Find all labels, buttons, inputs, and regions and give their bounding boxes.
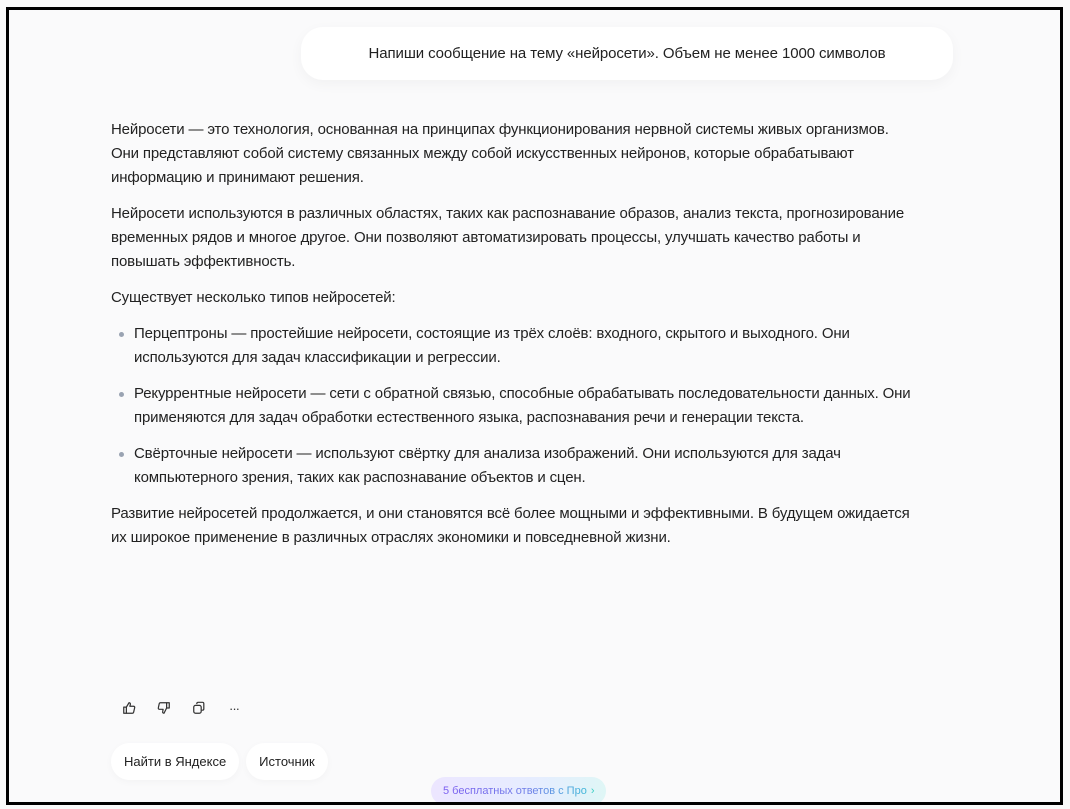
answer-paragraph: Существует несколько типов нейросетей:	[111, 289, 396, 306]
bullet-icon	[119, 452, 124, 457]
list-item-text: Рекуррентные нейросети — сети с обратной связью, способные обрабатывать последовательности данных. Они применяются для задач обработки естественного языка, распознавания речи и генерации текста.	[134, 385, 911, 426]
user-message-text: Напиши сообщение на тему «нейросети». Объем не менее 1000 символов	[368, 45, 886, 62]
bullet-icon	[119, 392, 124, 397]
list-item-text: Перцептроны — простейшие нейросети, состоящие из трёх слоёв: входного, скрытого и выходного. Они используются для задач классификации и регрессии.	[134, 325, 850, 366]
more-button[interactable]	[226, 700, 242, 716]
thumbs-up-icon	[122, 701, 136, 715]
list-item	[111, 382, 911, 430]
list-item-text: Свёрточные нейросети — используют свёртку для анализа изображений. Они используются для задач компьютерного зрения, таких как распознавание объектов и сцен.	[134, 445, 841, 486]
answer-paragraph: Нейросети — это технология, основанная на принципах функционирования нервной системы живых организмов. Они представляют собой систему связанных между собой искусственных нейронов, которые обрабатывают информацию и принимают решения.	[111, 121, 889, 186]
dislike-button[interactable]	[156, 700, 172, 716]
promo-label: 5 бесплатных ответов с Про	[443, 785, 587, 797]
pro-promo-button[interactable]	[431, 777, 606, 805]
assistant-answer	[111, 118, 911, 562]
source-button[interactable]	[246, 743, 328, 780]
user-message-bubble	[301, 27, 953, 80]
source-label: Источник	[259, 754, 315, 769]
search-yandex-button[interactable]	[111, 743, 239, 780]
thumbs-down-icon	[157, 701, 171, 715]
answer-conclusion: Развитие нейросетей продолжается, и они становятся всё более мощными и эффективными. В будущем ожидается их широкое применение в различных отраслях экономики и повседневной жизни.	[111, 505, 910, 546]
answer-actions	[121, 700, 242, 716]
like-button[interactable]	[121, 700, 137, 716]
list-item	[111, 322, 911, 370]
suggestion-chips	[111, 743, 328, 780]
copy-icon	[192, 701, 206, 715]
list-item	[111, 442, 911, 490]
chevron-right-icon: ›	[590, 785, 595, 797]
bullet-icon	[119, 332, 124, 337]
answer-list	[111, 322, 911, 490]
search-yandex-label: Найти в Яндексе	[124, 754, 227, 769]
chat-window	[6, 7, 1063, 805]
copy-button[interactable]	[191, 700, 207, 716]
more-icon: ···	[229, 700, 239, 716]
answer-paragraph: Нейросети используются в различных областях, таких как распознавание образов, анализ текста, прогнозирование временных рядов и многое другое. Они позволяют автоматизировать процессы, улучшать качество работы и повышать эффективность.	[111, 205, 905, 270]
